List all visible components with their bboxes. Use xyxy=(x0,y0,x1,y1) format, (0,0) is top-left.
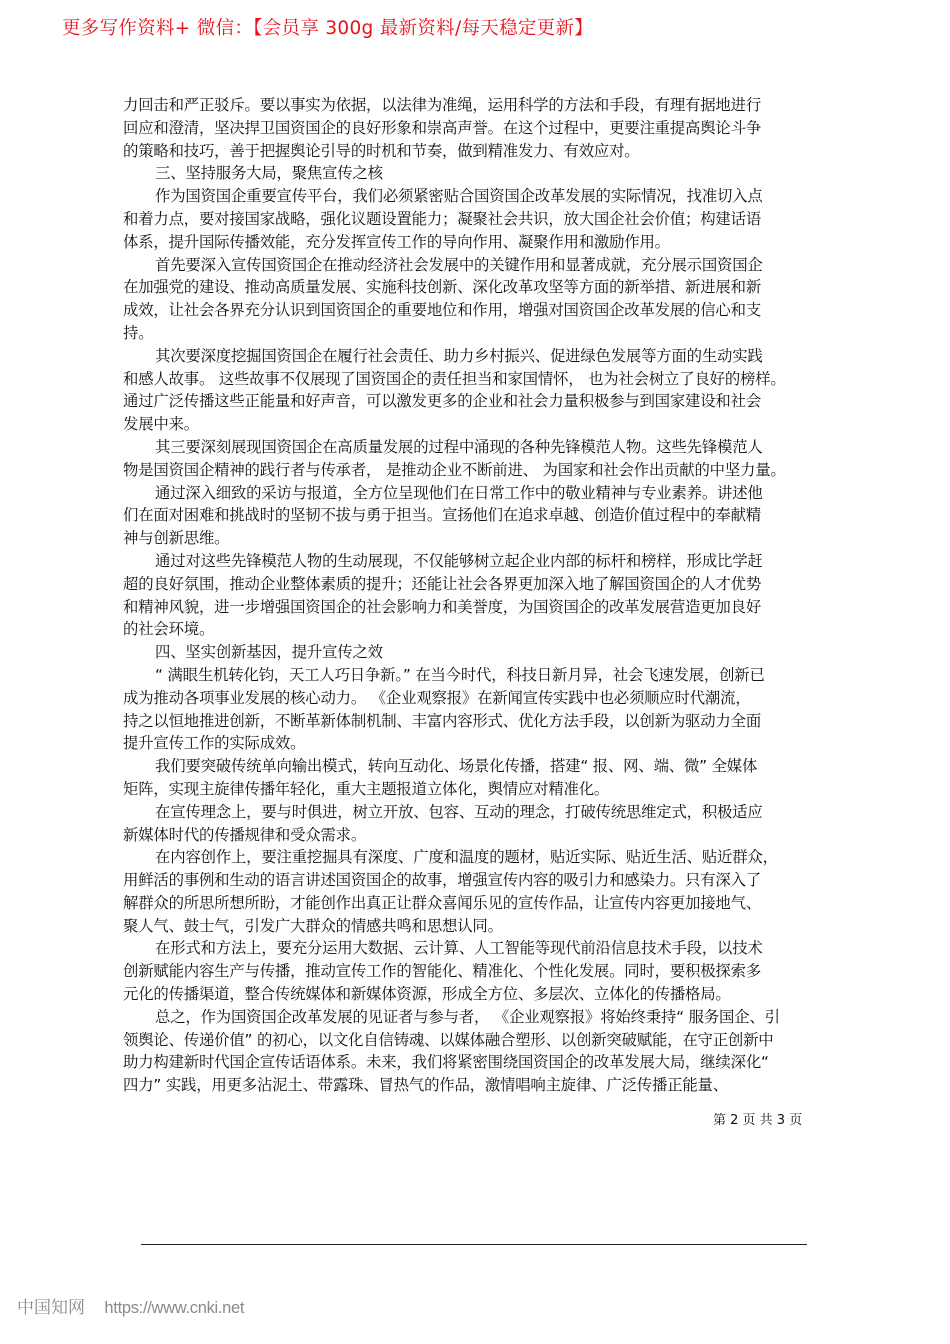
text-line: 在内容创作上，要注重挖掘具有深度、广度和温度的题材，贴近实际、贴近生活、贴近群众， xyxy=(155,848,778,867)
text-line: 在形式和方法上，要充分运用大数据、云计算、人工智能等现代前沿信息技术手段，以技术 xyxy=(155,939,763,958)
text-line: 其次要深度挖掘国资国企在履行社会责任、助力乡村振兴、促进绿色发展等方面的生动实践 xyxy=(155,346,763,365)
text-line: 三、坚持服务大局，聚焦宣传之核 xyxy=(155,164,383,183)
text-line: 四力” 实践，用更多沾泥土、带露珠、冒热气的作品，激情唱响主旋律、广泛传播正能量、 xyxy=(123,1076,728,1095)
footer-divider xyxy=(141,1244,807,1245)
text-line: 首先要深入宣传国资国企在推动经济社会发展中的关键作用和显著成就，充分展示国资国企 xyxy=(155,255,763,274)
footer-url[interactable]: https://www.cnki.net xyxy=(104,1299,245,1317)
footer xyxy=(17,1293,244,1318)
text-line: 领舆论、传递价值” 的初心，以文化自信铸魂、以媒体融合塑形、以创新突破赋能，在守正创新中 xyxy=(123,1030,774,1049)
text-line: 矩阵，实现主旋律传播年轻化，重大主题报道立体化，舆情应对精准化。 xyxy=(123,779,610,798)
text-line: 超的良好氛围，推动企业整体素质的提升；还能让社会各界更加深入地了解国资国企的人才优势 xyxy=(123,574,762,593)
text-line: 总之，作为国资国企改革发展的见证者与参与者， 《企业观察报》将始终秉持“ 服务国企、引 xyxy=(155,1007,780,1026)
text-line: 其三要深刻展现国资国企在高质量发展的过程中涌现的各种先锋模范人物。这些先锋模范人 xyxy=(155,437,763,456)
text-line: 和精神风貌，进一步增强国资国企的社会影响力和美誉度，为国资国企的改革发展营造更加良好 xyxy=(123,597,762,616)
text-line: 我们要突破传统单向输出模式，转向互动化、场景化传播，搭建“ 报、网、端、微” 全媒体 xyxy=(155,757,758,776)
text-line: 在宣传理念上，要与时俱进，树立开放、包容、互动的理念，打破传统思维定式，积极适应 xyxy=(155,802,763,821)
text-line: 体系，提升国际传播效能，充分发挥宣传工作的导向作用、凝聚作用和激励作用。 xyxy=(123,232,670,251)
text-line: 解群众的所思所想所盼，才能创作出真正让群众喜闻乐见的宣传作品，让宣传内容更加接地气、 xyxy=(123,893,762,912)
text-line: 提升宣传工作的实际成效。 xyxy=(123,734,306,753)
promo-banner: 更多写作资料+ 微信：【会员享 300g 最新资料/每天稳定更新】 xyxy=(62,18,594,39)
text-line: 回应和澄清，坚决捍卫国资国企的良好形象和崇高声誉。在这个过程中，更要注重提高舆论斗争 xyxy=(123,118,762,137)
text-line: 持。 xyxy=(123,323,154,342)
text-line: 用鲜活的事例和生动的语言讲述国资国企的故事，增强宣传内容的吸引力和感染力。只有深入了 xyxy=(123,871,762,890)
text-line: 发展中来。 xyxy=(123,415,199,434)
text-line: 通过深入细致的采访与报道，全方位呈现他们在日常工作中的敬业精神与专业素养。讲述他 xyxy=(155,483,763,502)
text-line: 物是国资国企精神的践行者与传承者， 是推动企业不断前进、 为国家和社会作出贡献的中坚力量。 xyxy=(123,460,786,479)
page-number: 第 2 页 共 3 页 xyxy=(713,1113,803,1128)
text-line: 成效，让社会各界充分认识到国资国企的重要地位和作用，增强对国资国企改革发展的信心和支 xyxy=(123,301,762,320)
text-line: 的策略和技巧，善于把握舆论引导的时机和节奏，做到精准发力、有效应对。 xyxy=(123,141,640,160)
text-line: “ 满眼生机转化钧，天工人巧日争新。” 在当今时代，科技日新月异，社会飞速发展，创新已 xyxy=(155,665,765,684)
text-line: 新媒体时代的传播规律和受众需求。 xyxy=(123,825,367,844)
text-line: 通过对这些先锋模范人物的生动展现，不仅能够树立起企业内部的标杆和榜样，形成比学赶 xyxy=(155,551,763,570)
footer-brand: 中国知网 xyxy=(17,1298,85,1318)
text-line: 和感人故事。 这些故事不仅展现了国资国企的责任担当和家国情怀， 也为社会树立了良好的榜样。 xyxy=(123,369,786,388)
text-line: 神与创新思维。 xyxy=(123,529,230,548)
text-line: 成为推动各项事业发展的核心动力。 《企业观察报》在新闻宣传实践中也必须顺应时代潮流， xyxy=(123,688,751,707)
text-line: 聚人气、鼓士气，引发广大群众的情感共鸣和思想认同。 xyxy=(123,916,503,935)
text-line: 在加强党的建设、推动高质量发展、实施科技创新、深化改革攻坚等方面的新举措、新进展和新 xyxy=(123,278,762,297)
document-body xyxy=(123,94,828,1097)
text-line: 和着力点，要对接国家战略，强化议题设置能力；凝聚社会共识，放大国企社会价值；构建话语 xyxy=(123,209,762,228)
text-line: 的社会环境。 xyxy=(123,620,215,639)
text-line: 持之以恒地推进创新，不断革新体制机制、丰富内容形式、优化方法手段，以创新为驱动力全面 xyxy=(123,711,762,730)
text-line: 创新赋能内容生产与传播，推动宣传工作的智能化、精准化、个性化发展。同时，要积极探索多 xyxy=(123,962,762,981)
text-line: 元化的传播渠道，整合传统媒体和新媒体资源，形成全方位、多层次、立体化的传播格局。 xyxy=(123,985,731,1004)
text-line: 助力构建新时代国企宣传话语体系。未来，我们将紧密围绕国资国企的改革发展大局，继续深化“ xyxy=(123,1053,769,1072)
text-line: 通过广泛传播这些正能量和好声音，可以激发更多的企业和社会力量积极参与到国家建设和社会 xyxy=(123,392,762,411)
text-line: 四、坚实创新基因，提升宣传之效 xyxy=(155,643,383,662)
text-line: 作为国资国企重要宣传平台，我们必须紧密贴合国资国企改革发展的实际情况，找准切入点 xyxy=(155,187,763,206)
text-line: 们在面对困难和挑战时的坚韧不拔与勇于担当。宣扬他们在追求卓越、创造价值过程中的奉献精 xyxy=(123,506,762,525)
text-line: 力回击和严正驳斥。要以事实为依据，以法律为准绳，运用科学的方法和手段，有理有据地进行 xyxy=(123,96,762,114)
